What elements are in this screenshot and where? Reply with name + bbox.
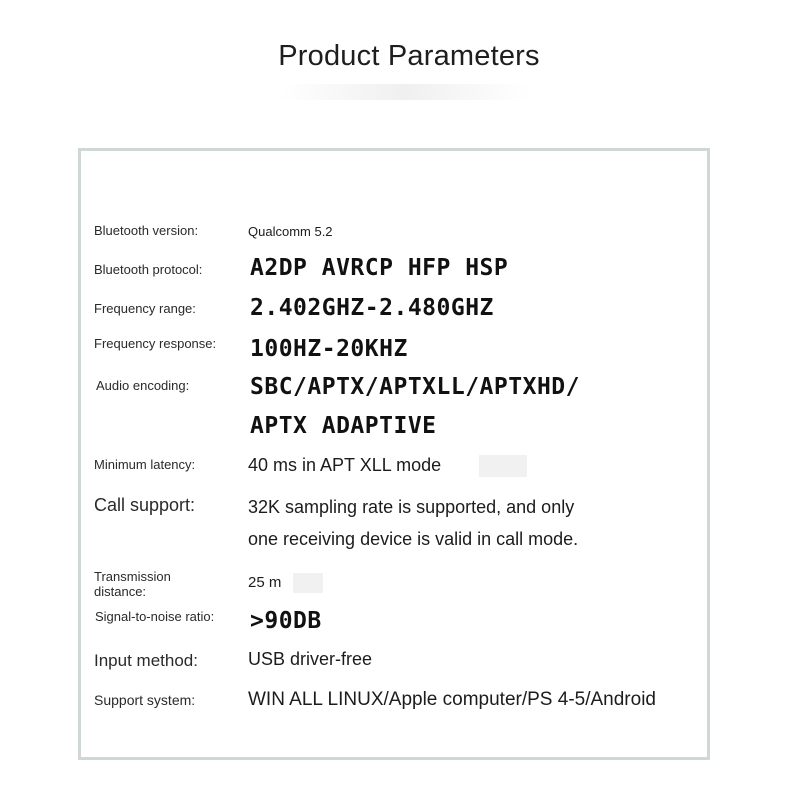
bluetooth-version-value: Qualcomm 5.2 [248,224,333,239]
faint-artifact [479,455,527,477]
page-title: Product Parameters [278,40,540,72]
frequency-range-value: 2.402GHZ-2.480GHZ [250,295,494,321]
call-support-label: Call support: [94,495,196,515]
input-method-label: Input method: [94,651,198,670]
minimum-latency-value: 40 ms in APT XLL mode [248,455,442,475]
transmission-distance-label: Transmission distance: [94,569,171,599]
audio-encoding-value-line2: APTX ADAPTIVE [250,413,437,439]
support-system-label: Support system: [94,692,196,708]
parameters-card [78,148,710,760]
snr-value: >90DB [250,608,322,634]
bluetooth-version-label: Bluetooth version: [94,223,199,238]
frequency-response-value: 100HZ-20KHZ [250,336,408,362]
bluetooth-protocol-label: Bluetooth protocol: [94,262,203,277]
call-support-value-line2: one receiving device is valid in call mode. [248,529,579,549]
input-method-value: USB driver-free [248,649,373,669]
transmission-distance-value: 25 m [248,574,282,591]
faint-artifact [293,573,323,593]
audio-encoding-label: Audio encoding: [96,378,190,393]
frequency-range-label: Frequency range: [94,301,196,316]
bluetooth-protocol-value: A2DP AVRCP HFP HSP [250,255,509,281]
minimum-latency-label: Minimum latency: [94,457,196,472]
call-support-value: 32K sampling rate is supported, and only [248,497,575,517]
snr-label: Signal-to-noise ratio: [95,609,215,624]
support-system-value: WIN ALL LINUX/Apple computer/PS 4-5/Android [248,689,656,710]
audio-encoding-value: SBC/APTX/APTXLL/APTXHD/ [250,374,580,400]
title-underline-shadow [280,84,530,100]
frequency-response-label: Frequency response: [94,336,217,351]
